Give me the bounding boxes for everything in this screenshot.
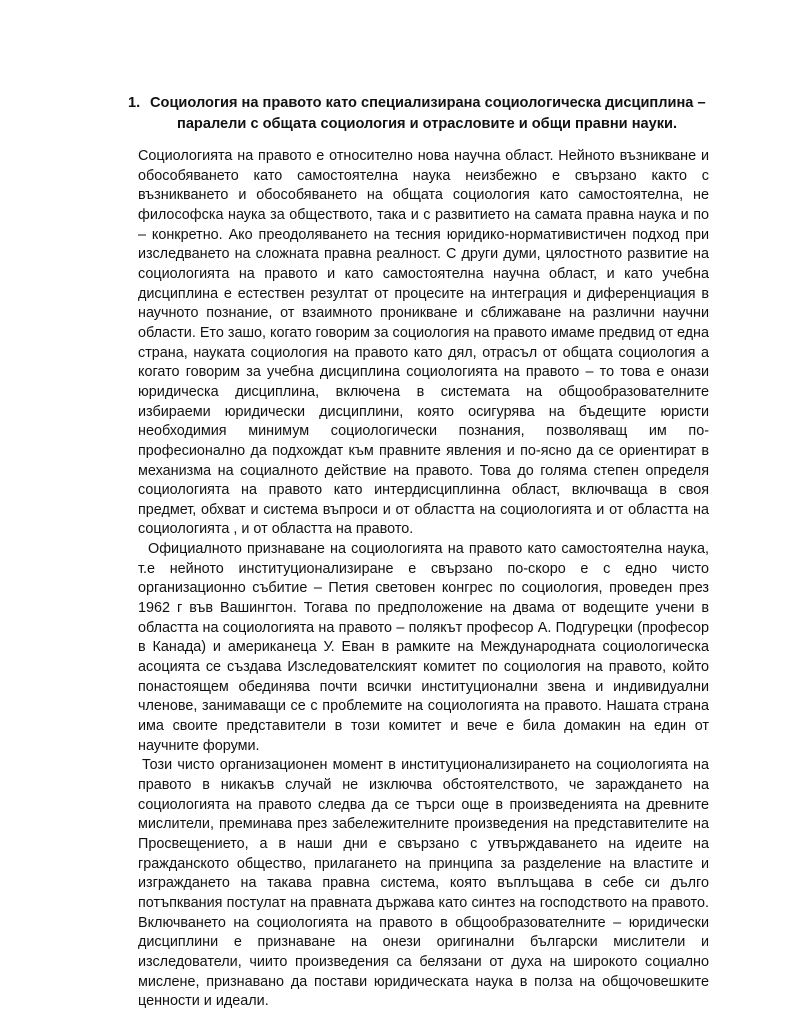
section-title-line-1: Социология на правото като специализирана социологическа дисциплина – <box>150 95 706 111</box>
paragraph-3: Този чисто организационен момент в институционализирането на социологията на правото в никакъв случай не изключва обстоятелството, че заражданeто на социологията на правото следва да се търси още в произведенията на древните мислители, преминава през забележителните произведения на представителите на Просвещението, а в наши дни е свързано с утвърждаването на идеите на гражданското общество, прилагането на принципа за разделение на властите и изграждането на такава правна система, която въплъщава в себе си дълго потъпквания постулат на правната държава като синтез на господството на правото. Включването на социологията на правото в общообразователните – юридически дисциплини е признаване на онези оригинални български мислители и изследователи, чиито произведения са белязани от духа на широкото социално мислене, признавано да постави юридическата наука в полза на общочовешките ценности и идеали. <box>138 757 709 1010</box>
body-text <box>138 147 709 1012</box>
section-number: 1. <box>128 95 141 111</box>
paragraph-2: Официалното признаване на социологията на правото като самостоятелна наука, т.е нейното институционализиране е свързано по-скоро е с едно чисто организационно събитие – Петия световен конгрес по социология, проведен през 1962 г във Вашингтон. Тогава по предположение на двама от водещите учени в областта на социологията на правото – полякът професор А. Подгурецки (професор в Канада) и американеца У. Еван в рамките на Международната социологическа асоцията се създава Изследователският комитет по социология на правото, който понастоящем обединява почти всички институционални звена и индивидуални членове, занимаващи се с проблемите на социологията на правото. Нашата страна има своите представители в този комитет и вече е била домакин на един от научните форуми. <box>138 541 709 754</box>
paragraph-1: Социологията на правото е относително нова научна област. Нейното възникване и обособяването като самостоятелна наука неизбежно е свързано както с възникването и обособяването на общата социология като самостоятелна, не философска наука за обществото, така и с развитието на самата правна наука и по – конкретно. Ако преодоляването на тесния юридико-нормативистичен подход при изследването на сложната правна реалност. С други думи, цялостното развитие на социологията на правото и като самостоятелна научна област, и като учебна дисциплина е естествен резултат от процесите на интеграция и диференциация в научното познание, от взаимното проникване и сближаване на различни научни области. Ето зашо, когато говорим за социология на правото имаме предвид от една страна, науката социология на правото като дял, отрасъл от общата социология а когато говорим за учебна дисциплина социологията на правото – то това е онази юридическа дисциплина, включена в системата на общообразователните избираеми юридически дисциплини, която осигурява на бъдещите юристи необходимия минимум социологически познания, позволяващ им по-професионално да подхождат към правните явления и по-ясно да се ориентират в механизма на социалното действие на правото. Това до голяма степен определя социологията на правото като интердисциплинна област, включваща в своя предмет, обхват и система въпроси и от областта на социологията и от областта на социологията , и от областта на правото. <box>138 148 709 538</box>
section-title-line-2: паралели с общата социология и отрасловите и общи правни науки. <box>177 116 678 132</box>
